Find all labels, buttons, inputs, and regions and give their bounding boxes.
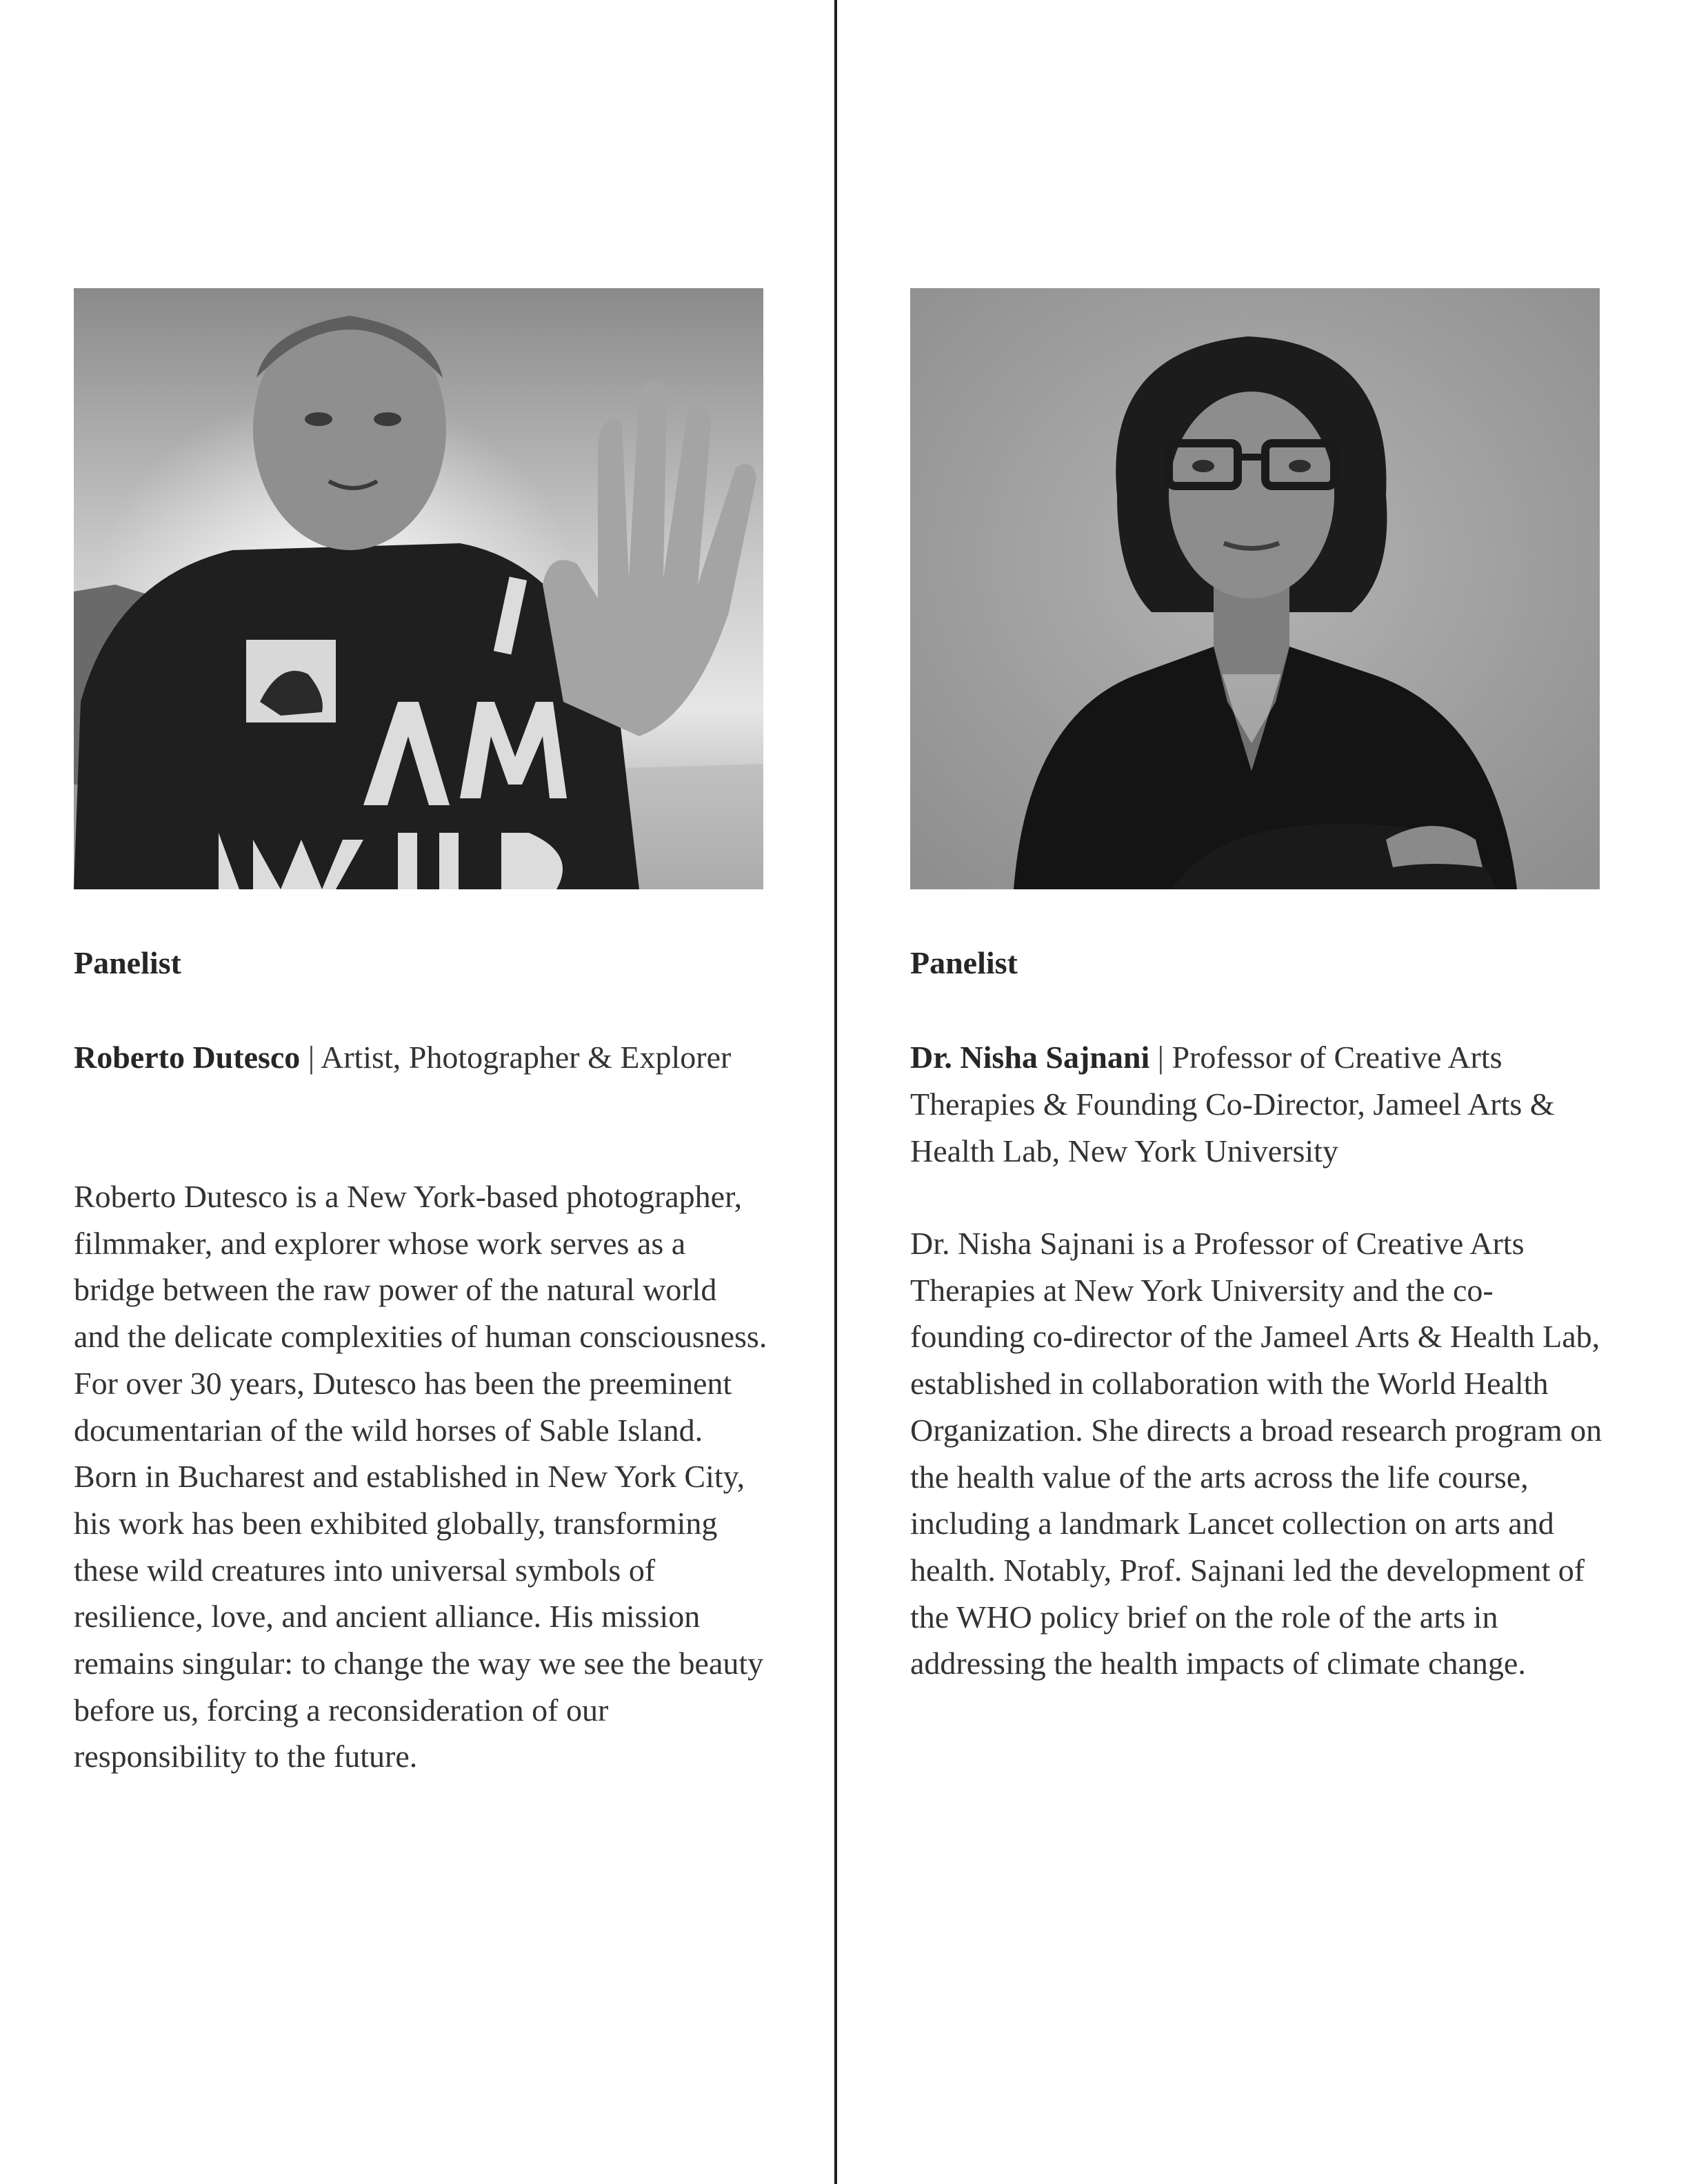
panelist-photo: [74, 288, 763, 889]
panelist-bio: Dr. Nisha Sajnani is a Professor of Creative Arts Therapies at New York University and the co-founding co-director of the Jameel Arts & Health Lab, established in collaboration with the World Health Organization. She directs a broad research program on the health value of the arts across the life course, including a landmark Lancet collection on arts and health. Notably, Prof. Sajnani led the development of the WHO policy brief on the role of the arts in addressing the health impacts of climate change.: [910, 1226, 1602, 1681]
panelist-role: Panelist: [74, 945, 181, 980]
column-divider: [834, 0, 837, 2184]
panelist-photo: [910, 288, 1600, 889]
panelist-name: Dr. Nisha Sajnani: [910, 1040, 1150, 1075]
panelist-bio: Roberto Dutesco is a New York-based photographer, filmmaker, and explorer whose work serves as a bridge between the raw power of the natural world and the delicate complexities of human consciousness. For over 30 years, Dutesco has been the preeminent documentarian of the wild horses of Sable Island. Born in Bucharest and established in New York City, his work has been exhibited globally, transforming these wild creatures into universal symbols of resilience, love, and ancient alliance. His mission remains singular: to change the way we see the beauty before us, forcing a reconsideration of our responsibility to the future.: [74, 1179, 767, 1775]
panelist-role: Panelist: [910, 945, 1018, 980]
panelist-title: Professor of Creative Arts Therapies & Founding Co-Director, Jameel Arts & Health Lab, New York University: [910, 1040, 1555, 1169]
name-separator: |: [1149, 1040, 1172, 1075]
panelist-name-title: [910, 1034, 1607, 1175]
name-separator: |: [300, 1040, 321, 1075]
panelist-name: Roberto Dutesco: [74, 1040, 301, 1075]
panelist-title: Artist, Photographer & Explorer: [320, 1040, 732, 1075]
panelist-name-title: [74, 1034, 770, 1081]
